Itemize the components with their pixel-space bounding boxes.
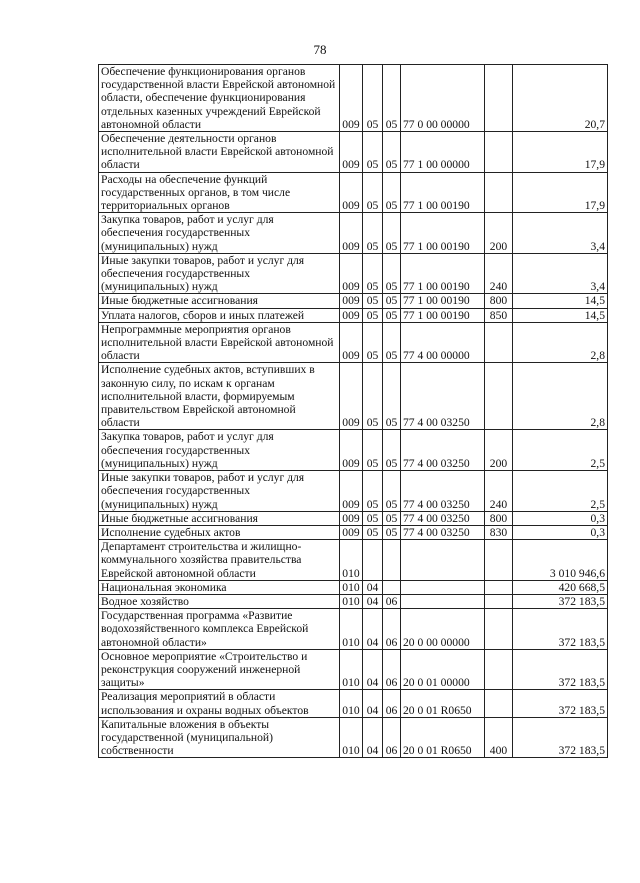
expense-type-code: 240: [485, 253, 513, 294]
ministry-code: 010: [340, 609, 363, 650]
table-row: [99, 363, 608, 430]
ministry-code: 010: [340, 540, 363, 581]
ministry-code: 009: [340, 213, 363, 254]
table-row: [99, 308, 608, 322]
section-code: 05: [363, 363, 383, 430]
section-code: [363, 540, 383, 581]
amount-value: 2,8: [513, 322, 608, 363]
ministry-code: 009: [340, 430, 363, 471]
table-row: [99, 594, 608, 608]
section-code: 05: [363, 471, 383, 512]
table-row: [99, 609, 608, 650]
section-code: 04: [363, 649, 383, 690]
row-name: Закупка товаров, работ и услуг для обеспечения государственных (муниципальных) нужд: [99, 430, 340, 471]
expense-type-code: [485, 690, 513, 717]
amount-value: 20,7: [513, 65, 608, 132]
table-row: [99, 322, 608, 363]
target-article-code: 77 1 00 00000: [401, 132, 485, 173]
amount-value: 0,3: [513, 525, 608, 539]
amount-value: 14,5: [513, 308, 608, 322]
row-name: Иные бюджетные ассигнования: [99, 294, 340, 308]
row-name: Исполнение судебных актов: [99, 525, 340, 539]
subsection-code: 06: [383, 594, 401, 608]
section-code: 05: [363, 294, 383, 308]
table-row: [99, 717, 608, 758]
section-code: 04: [363, 609, 383, 650]
row-name: Реализация мероприятий в области использования и охраны водных объектов: [99, 690, 340, 717]
expense-type-code: 240: [485, 471, 513, 512]
section-code: 04: [363, 717, 383, 758]
subsection-code: 05: [383, 65, 401, 132]
section-code: 05: [363, 213, 383, 254]
target-article-code: 77 0 00 00000: [401, 65, 485, 132]
table-row: [99, 430, 608, 471]
target-article-code: 77 4 00 03250: [401, 471, 485, 512]
subsection-code: 06: [383, 609, 401, 650]
amount-value: 0,3: [513, 511, 608, 525]
expense-type-code: 200: [485, 430, 513, 471]
expense-type-code: [485, 322, 513, 363]
ministry-code: 009: [340, 511, 363, 525]
ministry-code: 009: [340, 308, 363, 322]
section-code: 05: [363, 65, 383, 132]
row-name: Департамент строительства и жилищно-коммунального хозяйства правительства Еврейской автономной области: [99, 540, 340, 581]
target-article-code: 20 0 00 00000: [401, 609, 485, 650]
row-name: Государственная программа «Развитие водохозяйственного комплекса Еврейской автономной области»: [99, 609, 340, 650]
row-name: Иные закупки товаров, работ и услуг для обеспечения государственных (муниципальных) нужд: [99, 471, 340, 512]
subsection-code: 06: [383, 717, 401, 758]
expense-type-code: [485, 594, 513, 608]
subsection-code: [383, 540, 401, 581]
amount-value: 17,9: [513, 172, 608, 213]
amount-value: 3 010 946,6: [513, 540, 608, 581]
section-code: 05: [363, 132, 383, 173]
subsection-code: 06: [383, 649, 401, 690]
row-name: Расходы на обеспечение функций государственных органов, в том числе территориальных органов: [99, 172, 340, 213]
ministry-code: 009: [340, 253, 363, 294]
amount-value: 372 183,5: [513, 717, 608, 758]
amount-value: 372 183,5: [513, 690, 608, 717]
ministry-code: 009: [340, 294, 363, 308]
ministry-code: 010: [340, 580, 363, 594]
expense-type-code: 800: [485, 511, 513, 525]
section-code: 05: [363, 308, 383, 322]
target-article-code: [401, 580, 485, 594]
ministry-code: 009: [340, 471, 363, 512]
amount-value: 3,4: [513, 213, 608, 254]
amount-value: 2,5: [513, 471, 608, 512]
target-article-code: 77 1 00 00190: [401, 253, 485, 294]
subsection-code: 05: [383, 253, 401, 294]
target-article-code: 20 0 01 R0650: [401, 690, 485, 717]
target-article-code: 77 4 00 03250: [401, 430, 485, 471]
expense-type-code: 800: [485, 294, 513, 308]
section-code: 05: [363, 253, 383, 294]
expense-type-code: 200: [485, 213, 513, 254]
row-name: Национальная экономика: [99, 580, 340, 594]
row-name: Обеспечение функционирования органов государственной власти Еврейской автономной области, обеспечение функционирования отдельных казенных учреждений Еврейской автономной области: [99, 65, 340, 132]
expense-type-code: [485, 580, 513, 594]
table-row: [99, 511, 608, 525]
amount-value: 14,5: [513, 294, 608, 308]
amount-value: 372 183,5: [513, 609, 608, 650]
table-row: [99, 65, 608, 132]
target-article-code: [401, 540, 485, 581]
table-row: [99, 471, 608, 512]
ministry-code: 009: [340, 132, 363, 173]
target-article-code: 77 1 00 00190: [401, 294, 485, 308]
section-code: 04: [363, 690, 383, 717]
table-row: [99, 132, 608, 173]
expense-type-code: [485, 65, 513, 132]
target-article-code: 77 1 00 00190: [401, 308, 485, 322]
expense-type-code: [485, 540, 513, 581]
row-name: Иные закупки товаров, работ и услуг для обеспечения государственных (муниципальных) нужд: [99, 253, 340, 294]
target-article-code: 77 4 00 03250: [401, 525, 485, 539]
subsection-code: 06: [383, 690, 401, 717]
amount-value: 420 668,5: [513, 580, 608, 594]
section-code: 04: [363, 594, 383, 608]
row-name: Капитальные вложения в объекты государственной (муниципальной) собственности: [99, 717, 340, 758]
amount-value: 17,9: [513, 132, 608, 173]
table-row: [99, 540, 608, 581]
target-article-code: 77 4 00 00000: [401, 322, 485, 363]
row-name: Иные бюджетные ассигнования: [99, 511, 340, 525]
table-row: [99, 253, 608, 294]
target-article-code: 77 4 00 03250: [401, 511, 485, 525]
table-row: [99, 690, 608, 717]
expense-type-code: 400: [485, 717, 513, 758]
budget-table: [98, 64, 608, 758]
expense-type-code: [485, 132, 513, 173]
target-article-code: 20 0 01 00000: [401, 649, 485, 690]
subsection-code: [383, 580, 401, 594]
expense-type-code: [485, 172, 513, 213]
row-name: Уплата налогов, сборов и иных платежей: [99, 308, 340, 322]
ministry-code: 010: [340, 649, 363, 690]
expense-type-code: [485, 609, 513, 650]
target-article-code: 77 1 00 00190: [401, 213, 485, 254]
amount-value: 2,8: [513, 363, 608, 430]
table-row: [99, 525, 608, 539]
subsection-code: 05: [383, 308, 401, 322]
subsection-code: 05: [383, 525, 401, 539]
ministry-code: 009: [340, 363, 363, 430]
amount-value: 372 183,5: [513, 594, 608, 608]
amount-value: 372 183,5: [513, 649, 608, 690]
subsection-code: 05: [383, 511, 401, 525]
ministry-code: 010: [340, 690, 363, 717]
section-code: 04: [363, 580, 383, 594]
expense-type-code: 850: [485, 308, 513, 322]
target-article-code: 77 1 00 00190: [401, 172, 485, 213]
section-code: 05: [363, 525, 383, 539]
subsection-code: 05: [383, 294, 401, 308]
table-row: [99, 294, 608, 308]
ministry-code: 010: [340, 594, 363, 608]
target-article-code: 20 0 01 R0650: [401, 717, 485, 758]
row-name: Непрограммные мероприятия органов исполнительной власти Еврейской автономной области: [99, 322, 340, 363]
table-row: [99, 213, 608, 254]
ministry-code: 009: [340, 172, 363, 213]
subsection-code: 05: [383, 471, 401, 512]
target-article-code: 77 4 00 03250: [401, 363, 485, 430]
page-number: 78: [313, 42, 327, 57]
row-name: Закупка товаров, работ и услуг для обеспечения государственных (муниципальных) нужд: [99, 213, 340, 254]
subsection-code: 05: [383, 322, 401, 363]
section-code: 05: [363, 511, 383, 525]
ministry-code: 009: [340, 322, 363, 363]
expense-type-code: 830: [485, 525, 513, 539]
expense-type-code: [485, 363, 513, 430]
section-code: 05: [363, 172, 383, 213]
subsection-code: 05: [383, 213, 401, 254]
subsection-code: 05: [383, 132, 401, 173]
subsection-code: 05: [383, 430, 401, 471]
subsection-code: 05: [383, 172, 401, 213]
amount-value: 3,4: [513, 253, 608, 294]
target-article-code: [401, 594, 485, 608]
ministry-code: 009: [340, 65, 363, 132]
ministry-code: 010: [340, 717, 363, 758]
subsection-code: 05: [383, 363, 401, 430]
table-row: [99, 649, 608, 690]
table-row: [99, 172, 608, 213]
ministry-code: 009: [340, 525, 363, 539]
row-name: Водное хозяйство: [99, 594, 340, 608]
table-row: [99, 580, 608, 594]
row-name: Основное мероприятие «Строительство и реконструкция сооружений инженерной защиты»: [99, 649, 340, 690]
row-name: Обеспечение деятельности органов исполнительной власти Еврейской автономной области: [99, 132, 340, 173]
section-code: 05: [363, 430, 383, 471]
expense-type-code: [485, 649, 513, 690]
section-code: 05: [363, 322, 383, 363]
amount-value: 2,5: [513, 430, 608, 471]
row-name: Исполнение судебных актов, вступивших в законную силу, по искам к органам исполнительной власти, формируемым правительством Еврейской автономной области: [99, 363, 340, 430]
